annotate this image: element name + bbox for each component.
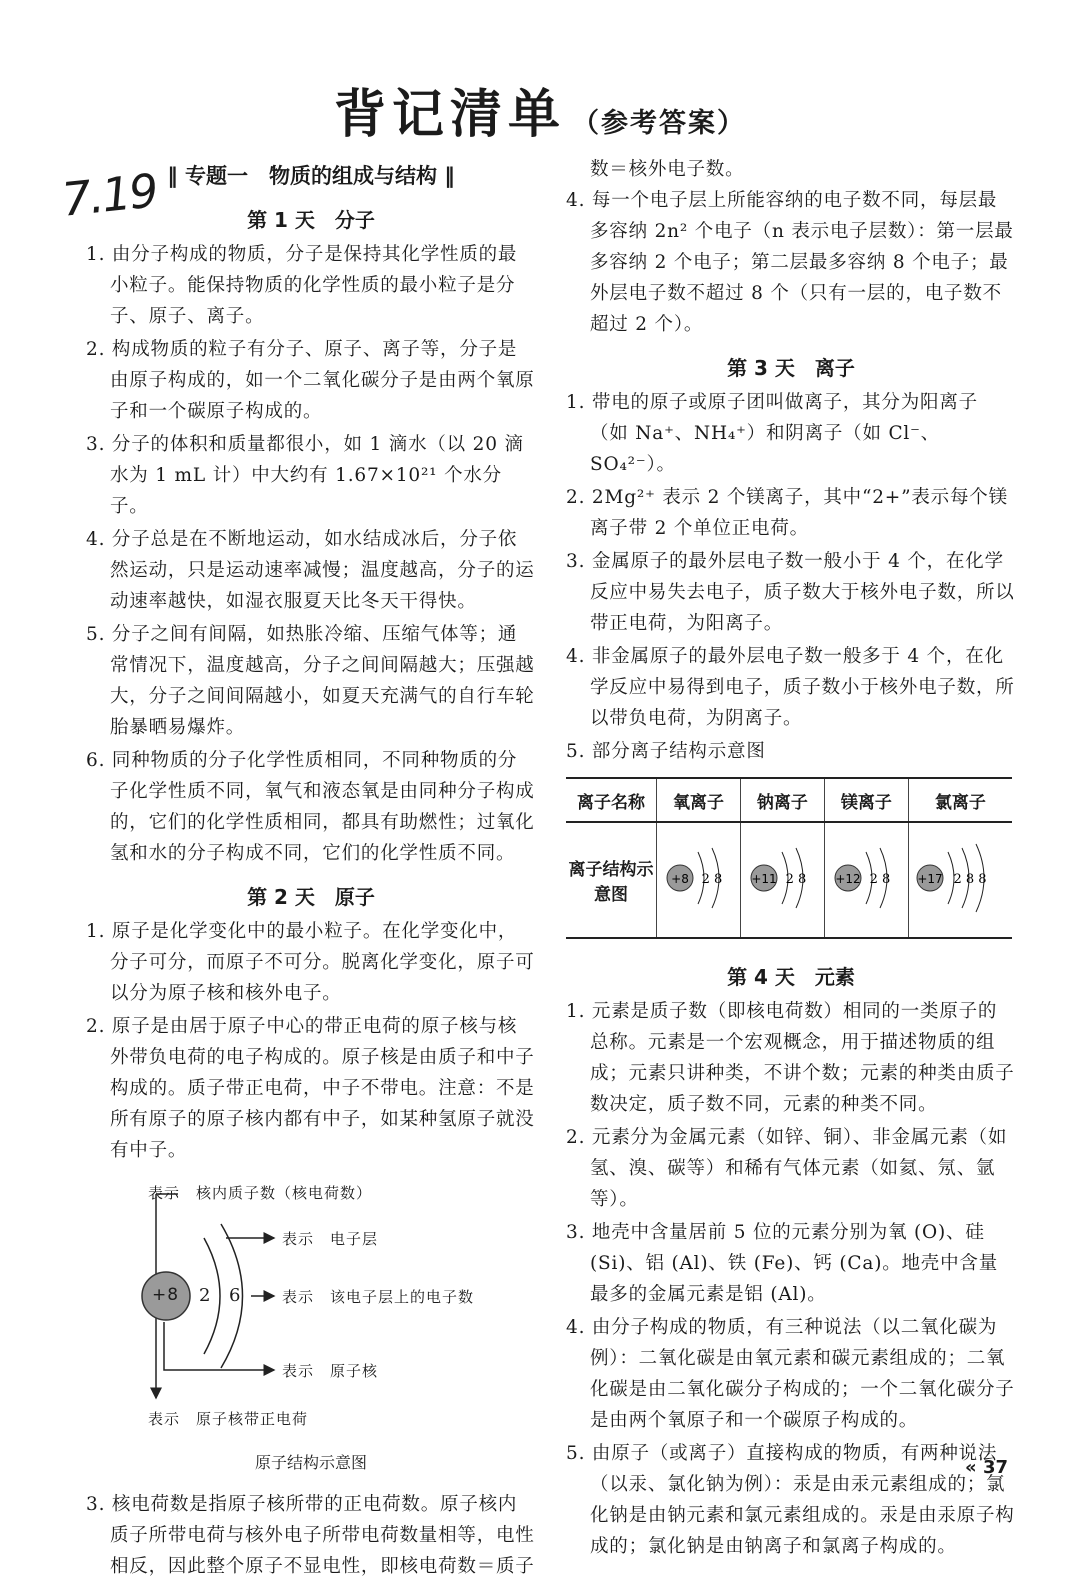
ion-nucleus-label: +11 [751,871,778,886]
day3-item: 4. 非金属原子的最外层电子数一般多于 4 个，在化学反应中易得到电子，质子数小于核外电子数，所以带负电荷，为阴离子。 [566,646,1015,729]
diagram-label-layer: 表示 电子层 [282,1230,379,1248]
continued-text: 数＝核外电子数。 [590,159,745,180]
title-subtitle: （参考答案） [572,108,746,139]
right-column [566,154,1016,1564]
day1-item: 6. 同种物质的分子化学性质相同，不同种物质的分子化学性质不同，氧气和液态氧是由同种分子构成的，它们的化学性质相同，都具有助燃性；过氧化氢和水的分子构成不同，它们的化学性质不同。 [86,750,535,864]
ion-diagram-svg [742,838,822,918]
atom-structure-diagram [86,1176,536,1446]
day4-item: 1. 元素是质子数（即核电荷数）相同的一类原子的总称。元素是一个宏观概念，用于描述物质的组成；元素只讲种类，不讲个数；元素的种类由质子数决定，质子数不同，元素的种类不同。 [566,1001,1015,1115]
page-number: « 37 [965,1457,1008,1478]
diagram-label-core: 表示 原子核 [282,1362,379,1380]
day1-item: 1. 由分子构成的物质，分子是保持其化学性质的最小粒子。能保持物质的化学性质的最小粒子是分子、原子、离子。 [86,244,518,327]
page-title [0,72,1080,147]
diagram-shell1: 2 [199,1285,212,1306]
table-cell-label: 离子结构示意图 [566,822,657,938]
day4-item: 4. 由分子构成的物质，有三种说法（以二氧化碳为例）：二氧化碳是由氧元素和碳元素组成的；二氧化碳是由二氧化碳分子构成的；一个二氧化碳分子是由两个氧原子和一个碳原子构成的。 [566,1317,1015,1431]
table-cell-label: 离子名称 [566,778,657,822]
day3-heading: 第 3 天 离子 [727,356,855,380]
diagram-nucleus: +8 [152,1285,180,1305]
day4-item: 2. 元素分为金属元素（如锌、铜）、非金属元素（如氢、溴、碳等）和稀有气体元素（如氦、氖、氩等）。 [566,1127,1008,1210]
ion-shell-numbers: 2 8 8 [953,871,987,887]
diagram-shell2: 6 [229,1285,242,1306]
day3-item: 1. 带电的原子或原子团叫做离子，其分为阳离子（如 Na⁺、NH₄⁺）和阴离子（如 Cl⁻、SO₄²⁻）。 [566,392,978,475]
diagram-caption: 原子结构示意图 [254,1453,367,1472]
title-main: 背记清单 [333,85,566,145]
ion-table-header [566,778,1012,822]
table-cell-name: 镁离子 [824,778,908,822]
day1-heading: 第 1 天 分子 [247,208,375,232]
ion-diagram-sodium [740,822,824,938]
ion-diagram-svg [658,838,738,918]
ion-diagram-svg [910,838,1010,918]
table-cell-name: 氯离子 [908,778,1012,822]
ion-diagram-oxygen [657,822,741,938]
handwritten-date: 7.19 [59,163,159,227]
topic-heading: ‖ 专题一 物质的组成与结构 ‖ [167,164,455,188]
ion-nucleus-label: +17 [917,871,944,886]
ion-table [566,777,1012,939]
day4-item: 5. 由原子（或离子）直接构成的物质，有两种说法（以汞、氯化钠为例）：汞是由汞元素组成的；氯化钠是由钠元素和氯元素组成的。汞是由汞原子构成的；氯化钠是由钠离子和氯离子构成的。 [566,1443,1015,1557]
day1-item: 2. 构成物质的粒子有分子、原子、离子等，分子是由原子构成的，如一个二氧化碳分子是由两个氧原子和一个碳原子构成的。 [86,339,535,422]
diagram-label-bottom: 表示 原子核带正电荷 [148,1410,309,1428]
ion-diagram-chlorine [908,822,1012,938]
ion-nucleus-label: +8 [671,871,690,886]
day3-item: 3. 金属原子的最外层电子数一般小于 4 个，在化学反应中易失去电子，质子数大于核外电子数，所以带正电荷，为阳离子。 [566,551,1015,634]
ion-diagram-magnesium [824,822,908,938]
day1-item: 5. 分子之间有间隔，如热胀冷缩、压缩气体等；通常情况下，温度越高，分子之间间隔越大；压强越大，分子之间间隔越小，如夏天充满气的自行车轮胎暴晒易爆炸。 [86,624,535,738]
ion-shell-numbers: 2 8 [870,871,891,887]
arrow-core [164,1322,274,1370]
table-cell-name: 钠离子 [740,778,824,822]
day2-item: 2. 原子是由居于原子中心的带正电荷的原子核与核外带负电荷的电子构成的。原子核是由质子和中子构成的。质子带正电荷，中子不带电。注意：不是所有原子的原子核内都有中子，如某种氢原子就没有中子。 [86,1016,535,1161]
diagram-label-top: 表示 核内质子数（核电荷数） [148,1184,373,1202]
day2-item: 3. 核电荷数是指原子核所带的正电荷数。原子核内质子所带电荷与核外电子所带电荷数量相等，电性相反，因此整个原子不显电性，即核电荷数＝质子 [86,1494,535,1577]
day3-item: 2. 2Mg²⁺ 表示 2 个镁离子，其中“2+”表示每个镁离子带 2 个单位正电荷。 [566,487,1008,539]
day2-item: 1. 原子是化学变化中的最小粒子。在化学变化中，分子可分，而原子不可分。脱离化学变化，原子可以分为原子核和核外电子。 [86,921,535,1004]
ion-diagram-svg [826,838,906,918]
day4-item: 3. 地壳中含量居前 5 位的元素分别为氧 (O)、硅 (Si)、铝 (Al)、铁 (Fe)、钙 (Ca)。地壳中含量最多的金属元素是铝 (Al)。 [566,1222,999,1305]
ion-table-row [566,822,1012,938]
day2-heading: 第 2 天 原子 [247,885,375,909]
day1-item: 3. 分子的体积和质量都很小，如 1 滴水（以 20 滴水为 1 mL 计）中大约有 1.67×10²¹ 个水分子。 [86,434,524,517]
atom-diagram-svg [86,1176,536,1446]
diagram-label-count: 表示 该电子层上的电子数 [282,1288,475,1306]
ion-shell-numbers: 2 8 [702,871,723,887]
day1-item: 4. 分子总是在不断地运动，如水结成冰后，分子依然运动，只是运动速率减慢；温度越高，分子的运动速率越快，如湿衣服夏天比冬天干得快。 [86,529,535,612]
left-column [86,160,536,1584]
ion-nucleus-label: +12 [835,871,862,886]
table-cell-name: 氧离子 [657,778,741,822]
day4-heading: 第 4 天 元素 [727,965,855,989]
ion-shell-numbers: 2 8 [786,871,807,887]
day2-item: 4. 每一个电子层上所能容纳的电子数不同，每层最多容纳 2n² 个电子（n 表示电子层数）：第一层最多容纳 2 个电子；第二层最多容纳 8 个电子；最外层电子数不超过 8 个（只有一层的，电子数不超过 2 个）。 [566,190,1014,335]
day3-item: 5. 部分离子结构示意图 [566,741,766,762]
